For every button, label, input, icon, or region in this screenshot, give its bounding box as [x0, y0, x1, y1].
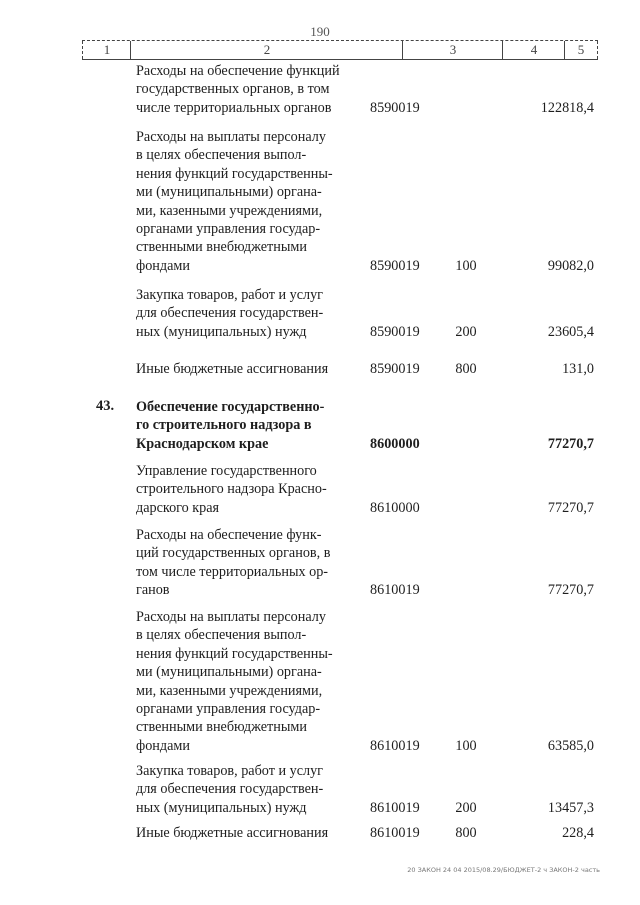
document-footer: 20 ЗАКОН 24 04 2015/08.29/БЮДЖЕТ-2 ч ЗАКОН-2 часть [407, 866, 600, 874]
page-number: 190 [310, 24, 330, 39]
row-expense-type: 800 [455, 825, 477, 841]
row-code: 8590019 [370, 323, 420, 340]
table-header [82, 40, 598, 60]
row-code: 8590019 [370, 361, 420, 377]
row-code: 8600000 [370, 435, 420, 452]
row-sum: 63585,0 [547, 737, 594, 754]
row-name: Управление государственного строительного надзора Красно- дарского края [136, 463, 327, 516]
row-name: Закупка товаров, работ и услуг для обеспечения государствен- ных (муниципальных) нужд [136, 763, 324, 816]
column-header-1: 1 [82, 41, 131, 59]
column-header-4: 4 [502, 41, 565, 59]
row-sum: 228,4 [562, 825, 594, 841]
row-name: Расходы на обеспечение функций государственных органов, в том числе территориальных органов [136, 63, 340, 116]
row-sum: 77270,7 [547, 435, 594, 452]
row-code: 8590019 [370, 99, 420, 116]
row-sum: 122818,4 [540, 99, 594, 116]
row-sum: 77270,7 [547, 582, 594, 599]
row-expense-type: 200 [455, 799, 477, 816]
row-expense-type: 100 [455, 737, 477, 754]
row-name: Иные бюджетные ассигнования [136, 361, 329, 377]
row-code: 8590019 [370, 257, 420, 274]
row-code: 8610019 [370, 825, 420, 841]
column-header-2: 2 [130, 41, 403, 59]
row-name: Расходы на выплаты персоналу в целях обеспечения выпол- нения функций государственны- ми (муниципальными) органа- ми, казенными учреждениями, органами управления государ- ственными внебюджетными фондами [136, 609, 333, 754]
row-expense-type: 200 [455, 323, 477, 340]
row-expense-type: 100 [455, 257, 477, 274]
row-sum: 99082,0 [547, 257, 594, 274]
column-header-5: 5 [564, 41, 598, 59]
row-sum: 131,0 [562, 361, 594, 377]
row-code: 8610019 [370, 737, 420, 754]
row-sum: 77270,7 [547, 499, 594, 516]
row-code: 8610019 [370, 799, 420, 816]
row-name: Расходы на выплаты персоналу в целях обеспечения выпол- нения функций государственны- ми (муниципальными) органа- ми, казенными учреждениями, органами управления государ- ственными внебюджетными фондами [136, 129, 333, 274]
row-name: Обеспечение государственно- го строительного надзора в Краснодарском крае [136, 399, 325, 452]
row-code: 8610019 [370, 582, 420, 599]
row-sum: 13457,3 [547, 799, 594, 816]
row-name: Иные бюджетные ассигнования [136, 825, 329, 841]
section-number: 43. [96, 398, 115, 414]
row-expense-type: 800 [455, 361, 477, 377]
row-sum: 23605,4 [547, 323, 594, 340]
column-header-3: 3 [402, 41, 503, 59]
row-name: Расходы на обеспечение функ- ций государственных органов, в том числе территориальных ор- ганов [136, 527, 331, 599]
row-code: 8610000 [370, 499, 420, 516]
row-name: Закупка товаров, работ и услуг для обеспечения государствен- ных (муниципальных) нужд [136, 287, 324, 340]
